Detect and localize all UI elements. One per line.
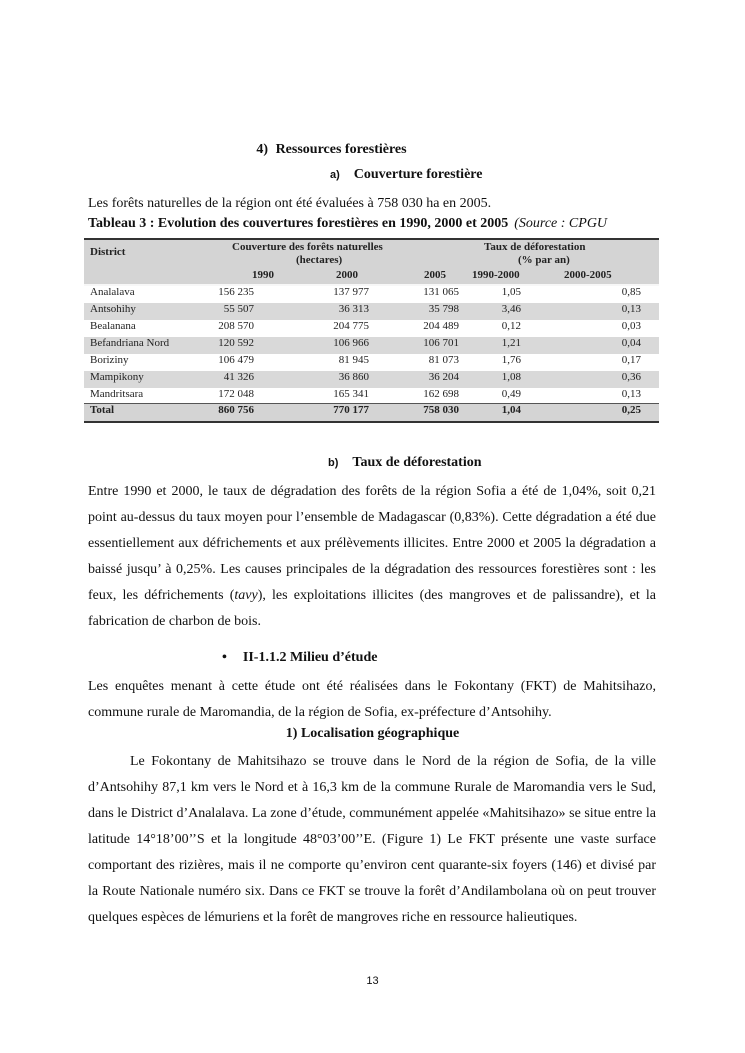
paragraph-study-site: Les enquêtes menant à cette étude ont été réalisées dans le Fokontany (FKT) de Mahitsihazo, commune rurale de Maromandia, de la région de Sofia, ex-préfecture d’Antsohihy. [88, 679, 656, 720]
page-number: 13 [366, 975, 379, 987]
paragraph-text: Entre 1990 et 2000, le taux de dégradation des forêts de la région Sofia a été de 1,04%, soit 0,21 point au-dessus du taux moyen pour l’ensemble de Madagascar (0,83%). Cette dégradation a été due essentiellement aux défrichements et aux prélèvements illicites. Entre 2000 et 2005 la dégradation a baissé jusqu’ à 0,25%. Les causes principales de la dégradation des ressources forestières sont : les feux, les défrichements ( [88, 484, 656, 603]
cell-district: Boriziny [90, 354, 129, 366]
header-year-2000: 2000 [336, 269, 358, 281]
cell-rate-1: 1,21 [501, 337, 521, 349]
cell-total-rate-2: 0,25 [621, 404, 641, 416]
header-year-2005: 2005 [424, 269, 446, 281]
header-year-1990: 1990 [252, 269, 274, 281]
header-period-1990-2000: 1990-2000 [472, 269, 520, 281]
subsection-heading-b [328, 455, 482, 471]
cell-2005: 106 701 [423, 337, 459, 349]
cell-2000: 36 860 [338, 371, 369, 383]
paragraph-italic-term: tavy [234, 588, 258, 603]
cell-rate-1: 1,05 [501, 286, 521, 298]
cell-1990: 208 570 [218, 320, 254, 332]
cell-total-1990: 860 756 [218, 404, 254, 416]
paragraph-forest-area: Les forêts naturelles de la région ont été évaluées à 758 030 ha en 2005. [88, 196, 492, 211]
cell-1990: 41 326 [223, 371, 254, 383]
subsection-heading-a [330, 167, 482, 183]
cell-rate-2: 0,04 [621, 337, 641, 349]
section-number: 4) [256, 142, 269, 157]
cell-1990: 55 507 [223, 303, 254, 315]
cell-rate-2: 0,13 [621, 388, 641, 400]
cell-2000: 81 945 [338, 354, 369, 366]
cell-district: Mandritsara [90, 388, 144, 400]
cell-rate-1: 3,46 [501, 303, 521, 315]
table-caption [88, 216, 607, 232]
cell-2000: 106 966 [333, 337, 369, 349]
cell-2005: 204 489 [423, 320, 459, 332]
table-row [84, 303, 659, 320]
bullet-symbol: • [222, 650, 227, 665]
table-row [84, 286, 659, 303]
location-heading [0, 726, 745, 742]
cell-rate-1: 1,08 [501, 371, 521, 383]
header-rate-line1: Taux de déforestation [484, 241, 586, 253]
subsection-title: Couverture forestière [353, 167, 483, 182]
cell-district: Bealanana [90, 320, 136, 332]
cell-2005: 162 698 [423, 388, 459, 400]
cell-rate-2: 0,17 [621, 354, 641, 366]
cell-rate-2: 0,03 [621, 320, 641, 332]
bullet-heading [222, 650, 377, 666]
table-caption-title: Tableau 3 : Evolution des couvertures forestières en 1990, 2000 et 2005 [88, 216, 509, 231]
paragraph-location-text: Le Fokontany de Mahitsihazo se trouve dans le Nord de la région de Sofia, de la ville d’Antsohihy 87,1 km vers le Nord et à 16,3 km de la commune Rurale de Maromandia vers le Sud, dans le District d’Analalava. La zone d’étude, communément appelée «Mahitsihazo» se situe entre la latitude 14°18’00’’S et la longitude 48°03’00’’E. (Figure 1) Le FKT présente une vaste surface comportant des rizières, mais il ne comporte qu’environ cent quarante-six foyers (146) et divisé par la Route Nationale numéro six. Dans ce FKT se trouve la forêt d’Andilambolana où on peut trouver quelques espèces de lémuriens et la forêt de mangroves riche en ressource halieutiques. [88, 754, 656, 925]
table-row [84, 354, 659, 371]
cell-1990: 172 048 [218, 388, 254, 400]
section-heading-4 [0, 142, 745, 158]
table-row [84, 320, 659, 337]
cell-rate-2: 0,85 [621, 286, 641, 298]
header-cover-line1: Couverture des forêts naturelles [232, 241, 383, 253]
cell-district: Analalava [90, 286, 135, 298]
header-district: District [90, 246, 126, 258]
cell-2000: 36 313 [338, 303, 369, 315]
table-caption-source: (Source : CPGU [514, 216, 608, 231]
cell-1990: 120 592 [218, 337, 254, 349]
paragraph-deforestation [88, 479, 656, 635]
cell-2005: 36 204 [428, 371, 459, 383]
cell-1990: 156 235 [218, 286, 254, 298]
header-cover-line2: (hectares) [296, 254, 343, 266]
bullet-title: II-1.1.2 Milieu d’étude [242, 650, 378, 665]
location-number: 1) [285, 726, 298, 741]
table-row [84, 337, 659, 354]
cell-district: Antsohihy [90, 303, 136, 315]
cell-total-label: Total [90, 404, 115, 416]
cell-2005: 81 073 [428, 354, 459, 366]
cell-1990: 106 479 [218, 354, 254, 366]
subsection-title: Taux de déforestation [352, 455, 482, 470]
cell-rate-1: 0,12 [501, 320, 521, 332]
subsection-letter: b) [328, 457, 339, 469]
cell-total-2000: 770 177 [333, 404, 369, 416]
subsection-letter: a) [330, 169, 340, 181]
location-title: Localisation géographique [300, 726, 460, 741]
header-period-2000-2005: 2000-2005 [564, 269, 612, 281]
cell-district: Befandriana Nord [90, 337, 170, 349]
cell-total-2005: 758 030 [423, 404, 459, 416]
cell-total-rate-1: 1,04 [501, 404, 521, 416]
paragraph-text-end: ), les exploitations illicites (des mangroves et de palissandre), et la fabrication de charbon de bois. [88, 588, 656, 629]
table-row [84, 371, 659, 388]
header-rate-line2: (% par an) [518, 254, 570, 266]
cell-2000: 137 977 [333, 286, 369, 298]
cell-rate-2: 0,13 [621, 303, 641, 315]
forest-cover-table [84, 238, 659, 423]
cell-rate-1: 1,76 [501, 354, 521, 366]
cell-2000: 165 341 [333, 388, 369, 400]
cell-2005: 131 065 [423, 286, 459, 298]
cell-2005: 35 798 [428, 303, 459, 315]
section-title: Ressources forestières [275, 142, 407, 157]
paragraph-location [88, 749, 656, 931]
cell-rate-2: 0,36 [621, 371, 641, 383]
cell-district: Mampikony [90, 371, 144, 383]
cell-2000: 204 775 [333, 320, 369, 332]
cell-rate-1: 0,49 [501, 388, 521, 400]
table-total-row [84, 403, 659, 421]
